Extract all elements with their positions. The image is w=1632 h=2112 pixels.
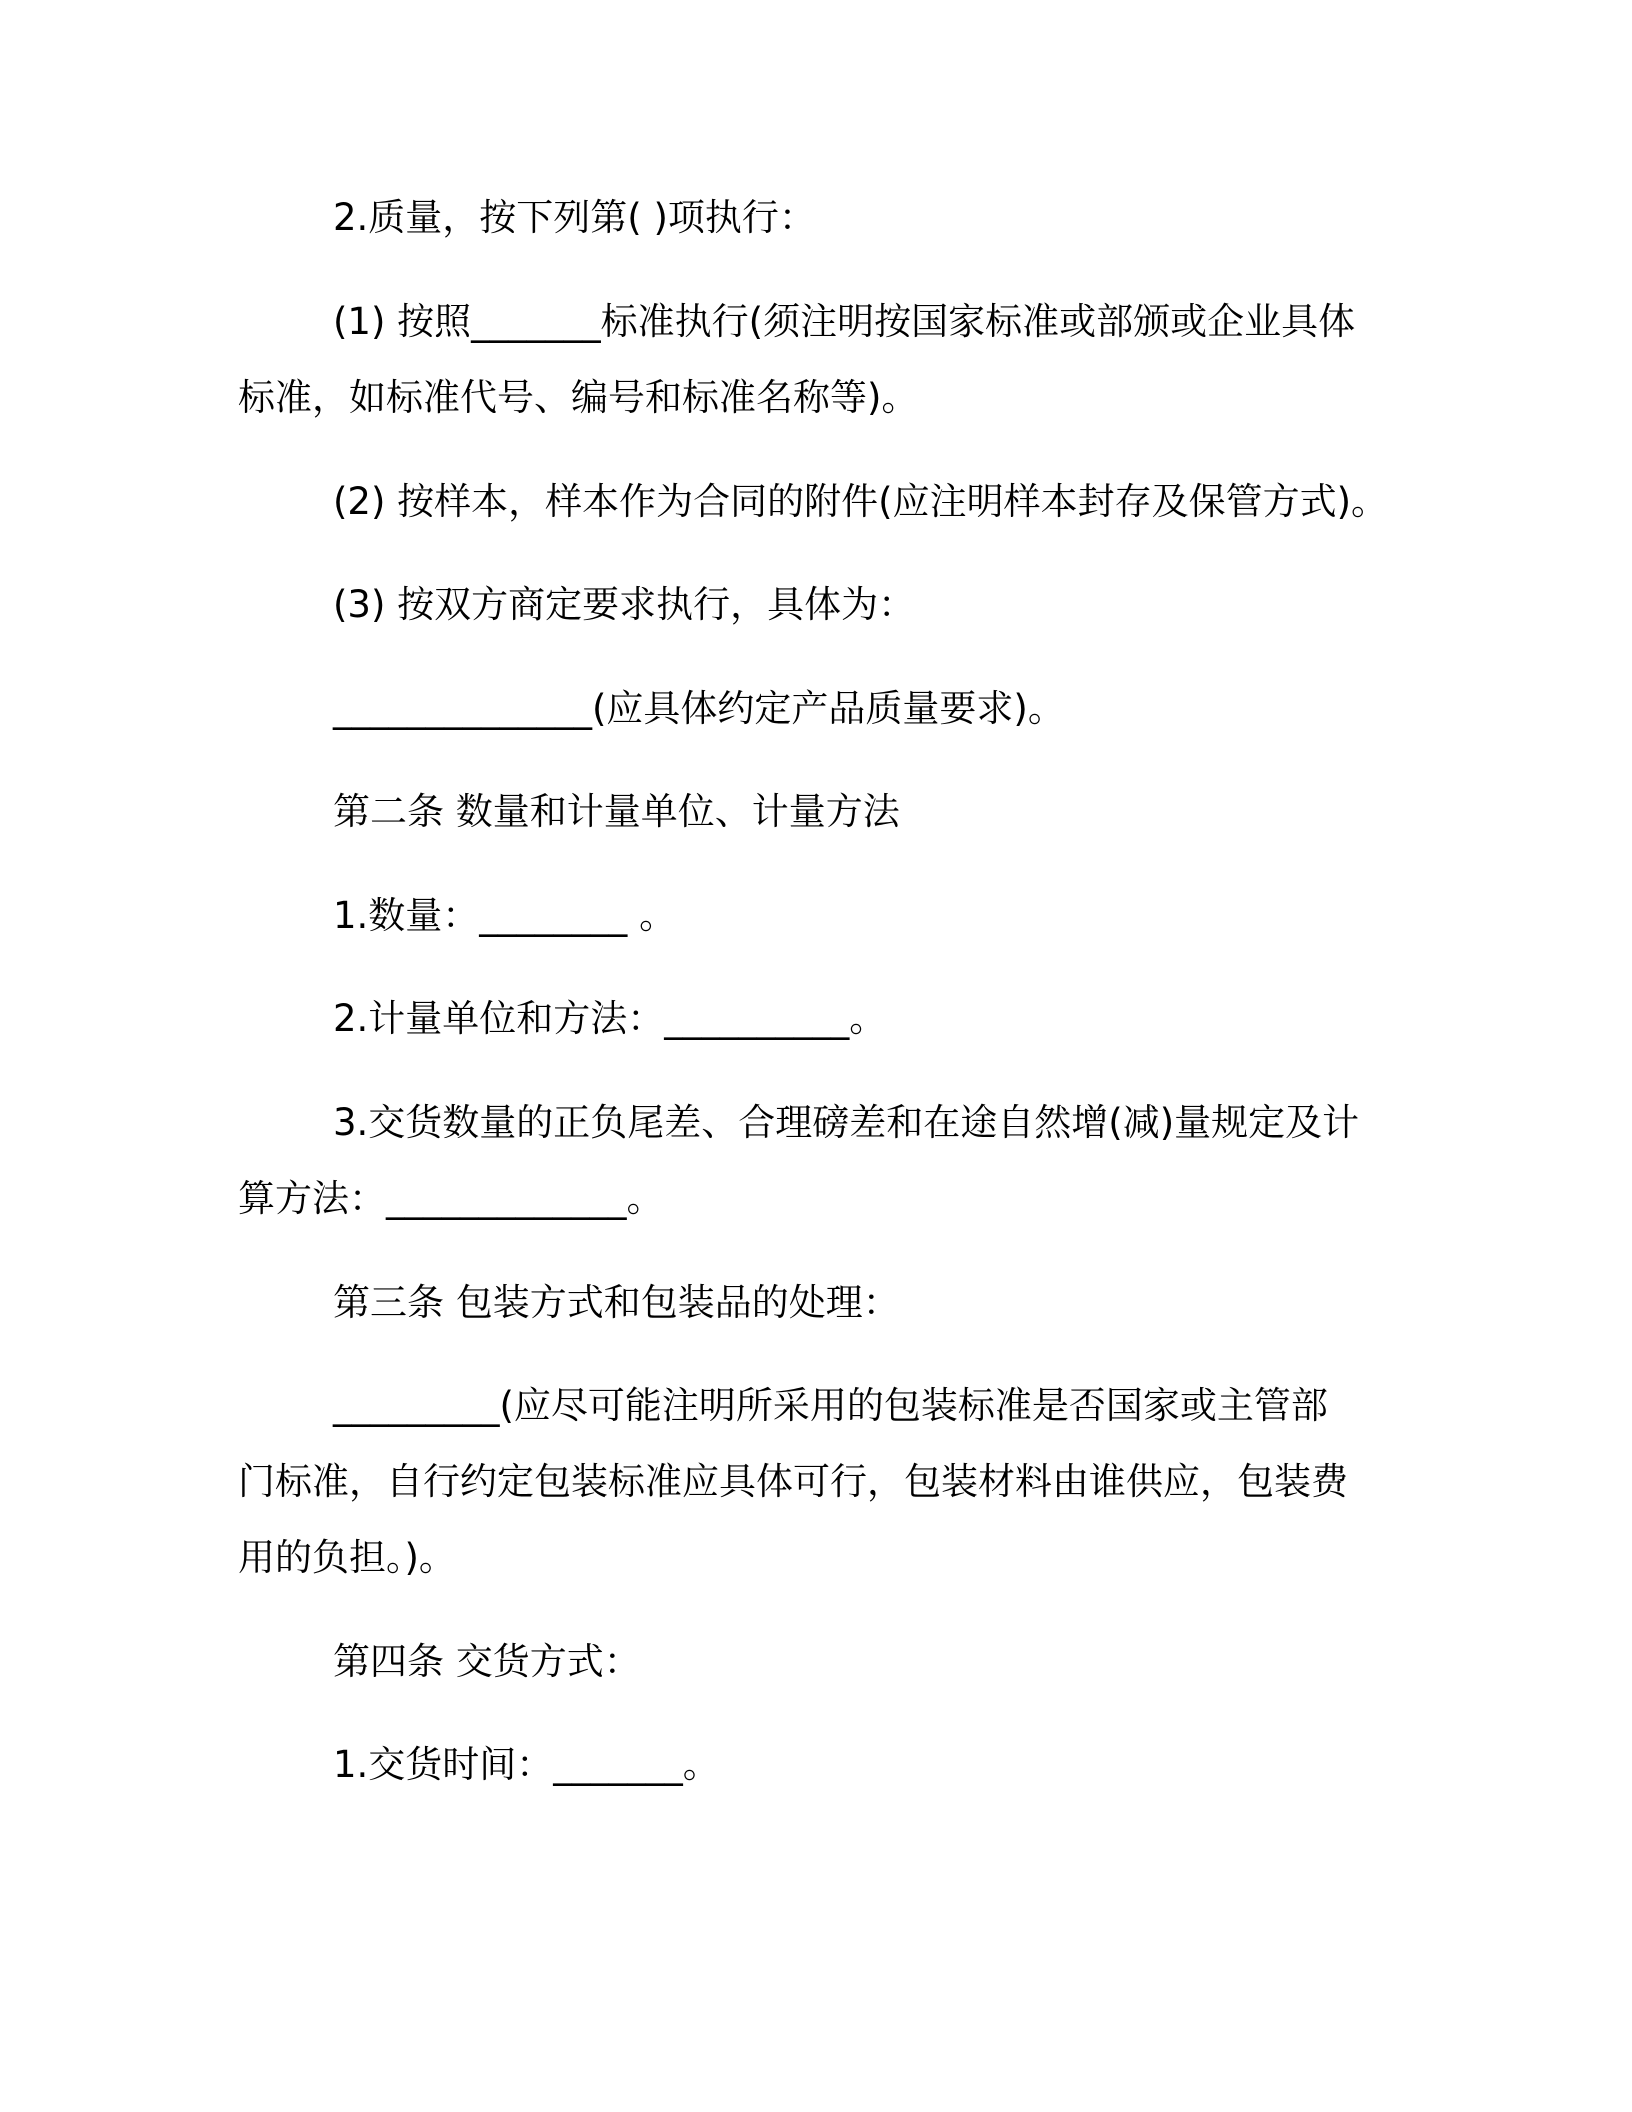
article-3-heading: 第三条 包装方式和包装品的处理： [333,1281,900,1324]
measurement-method-line: 2.计量单位和方法：__________。 [333,997,887,1040]
delivery-tolerance-line-1: 3.交货数量的正负尾差、合理磅差和在途自然增(减)量规定及计 [333,1101,1360,1144]
quality-option-2: (2) 按样本，样本作为合同的附件(应注明样本封存及保管方式)。 [333,480,1389,523]
quality-clause-heading: 2.质量，按下列第( )项执行： [333,196,816,239]
delivery-tolerance-line-2: 算方法：_____________。 [238,1177,664,1220]
quality-option-1-line-2: 标准，如标准代号、编号和标准名称等)。 [238,376,919,419]
quality-requirement-blank: ______________(应具体约定产品质量要求)。 [333,687,1065,730]
quality-option-3: (3) 按双方商定要求执行，具体为： [333,583,916,626]
quality-option-1-line-1: (1) 按照_______标准执行(须注明按国家标准或部颁或企业具体 [333,300,1356,343]
article-4-heading: 第四条 交货方式： [333,1640,641,1683]
delivery-time-line: 1.交货时间：_______。 [333,1743,720,1786]
packaging-line-1: _________(应尽可能注明所采用的包装标准是否国家或主管部 [333,1384,1328,1427]
packaging-line-3: 用的负担。)。 [238,1536,456,1579]
article-2-heading: 第二条 数量和计量单位、计量方法 [333,790,900,833]
quantity-line: 1.数量：________ 。 [333,894,677,937]
packaging-line-2: 门标准，自行约定包装标准应具体可行，包装材料由谁供应，包装费 [238,1460,1348,1503]
